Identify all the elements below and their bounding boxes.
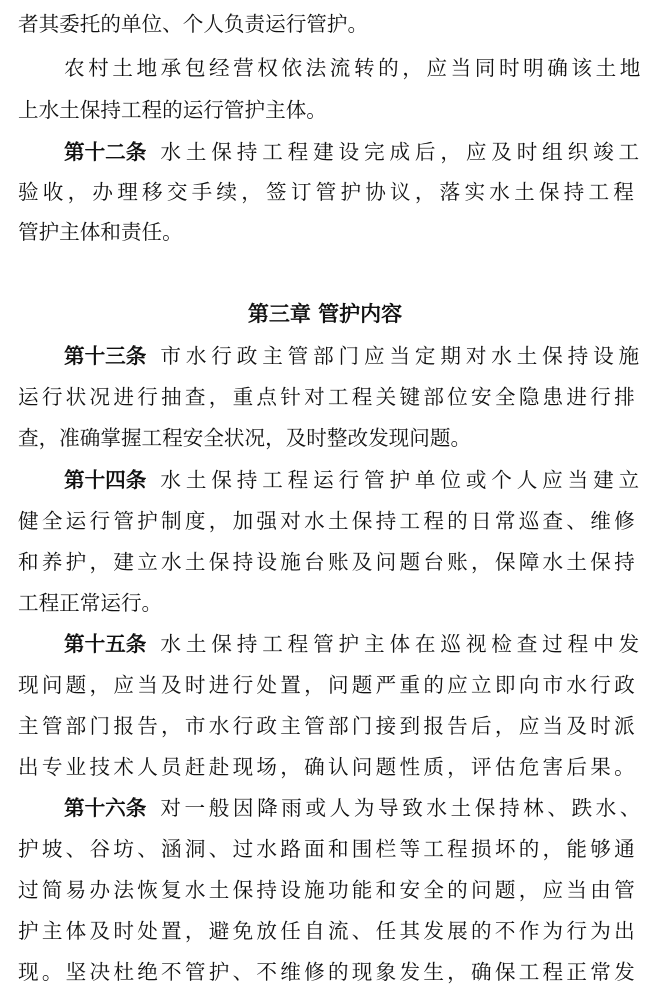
line-text: 护主体及时处置，避免放任自流、任其发展的不作为行为出: [18, 919, 638, 943]
text-line: [18, 952, 638, 992]
text-line: [18, 542, 638, 582]
article-12-first-line: [64, 132, 644, 172]
line-text: 护坡、谷坊、涵洞、过水路面和围栏等工程损坏的，能够通: [18, 837, 638, 861]
line-text: 和养护，建立水土保持设施台账及问题台账，保障水土保持: [18, 550, 638, 574]
line-text: 运行状况进行抽查，重点针对工程关键部位安全隐患进行排: [18, 385, 638, 409]
line-text: 者其委托的单位、个人负责运行管护。: [18, 12, 369, 36]
text-line: [18, 4, 638, 44]
line-text: 过简易办法恢复水土保持设施功能和安全的问题，应当由管: [18, 878, 638, 902]
article-13-first-line: [64, 336, 644, 376]
article-label: 第十六条: [64, 796, 147, 820]
article-16-first-line: [64, 788, 644, 828]
chapter-heading: 第三章 管护内容: [247, 302, 403, 326]
text-line: [18, 212, 638, 252]
line-text: 水土保持工程建设完成后，应及时组织竣工: [160, 140, 644, 164]
line-text: 工程正常运行。: [18, 591, 163, 615]
text-line: [18, 870, 638, 910]
text-line: [18, 172, 638, 212]
line-text: 水土保持工程管护主体在巡视检查过程中发: [160, 632, 644, 656]
line-text: 健全运行管护制度，加强对水土保持工程的日常巡查、维修: [18, 509, 638, 533]
text-line: [18, 911, 638, 951]
line-text: 农村土地承包经营权依法流转的，应当同时明确该土地: [64, 56, 644, 80]
line-text: 水土保持工程运行管护单位或个人应当建立: [160, 468, 644, 492]
line-text: 出专业技术人员赶赴现场，确认问题性质，评估危害后果。: [18, 755, 638, 779]
text-line: [18, 377, 638, 417]
article-label: 第十三条: [64, 344, 147, 368]
line-text: 查，准确掌握工程安全状况，及时整改发现问题。: [18, 426, 472, 450]
article-label: 第十五条: [64, 632, 147, 656]
article-15-first-line: [64, 624, 644, 664]
line-text: 验收，办理移交手续，签订管护协议，落实水土保持工程: [18, 180, 638, 204]
line-text: 对一般因降雨或人为导致水土保持林、跌水、: [160, 796, 644, 820]
text-line: [18, 90, 638, 130]
line-text: 现。坚决杜绝不管护、不维修的现象发生，确保工程正常发: [18, 960, 638, 984]
article-label: 第十四条: [64, 468, 147, 492]
line-text: 管护主体和责任。: [18, 220, 183, 244]
line-text: 上水土保持工程的运行管护主体。: [18, 98, 327, 122]
text-line: [18, 418, 638, 458]
line-text: 市水行政主管部门应当定期对水土保持设施: [160, 344, 644, 368]
text-line: [18, 706, 638, 746]
text-line: [18, 829, 638, 869]
line-text: 现问题，应当及时进行处置，问题严重的应立即向市水行政: [18, 673, 638, 697]
text-line: [18, 583, 638, 623]
text-line: [18, 747, 638, 787]
text-line: [18, 665, 638, 705]
text-line: [18, 501, 638, 541]
article-14-first-line: [64, 460, 644, 500]
line-text: 主管部门报告，市水行政主管部门接到报告后，应当及时派: [18, 714, 638, 738]
paragraph-first-line: [64, 48, 644, 88]
article-label: 第十二条: [64, 140, 147, 164]
